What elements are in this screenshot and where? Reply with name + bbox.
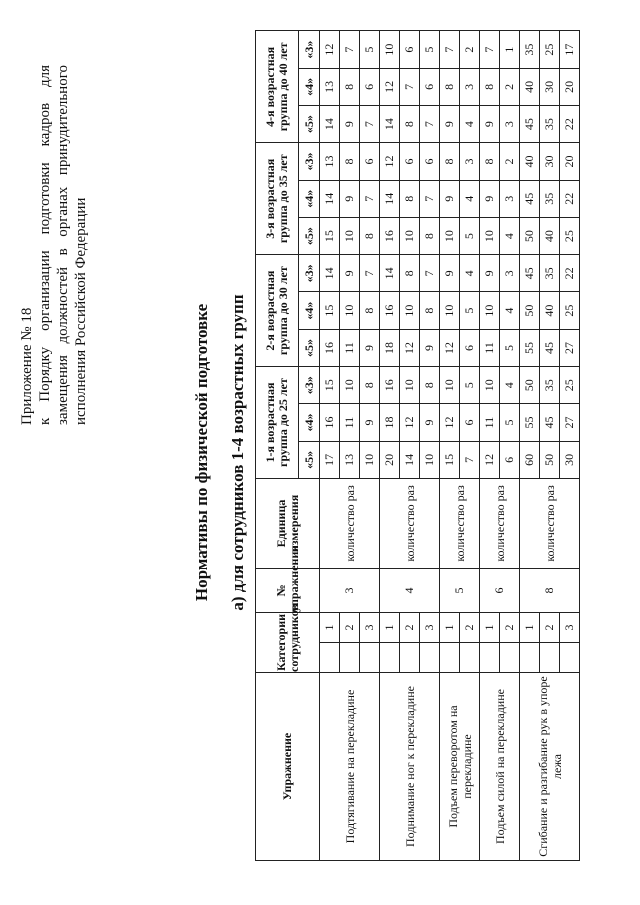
category-cell: 1 bbox=[480, 612, 500, 642]
value-cell: 5 bbox=[460, 217, 480, 254]
value-cell: 11 bbox=[340, 329, 360, 366]
value-cell: 7 bbox=[480, 31, 500, 68]
value-cell: 8 bbox=[420, 217, 440, 254]
exercise-name: Подъем переворотом на перекладине bbox=[440, 673, 480, 861]
value-cell: 10 bbox=[340, 217, 360, 254]
value-cell: 27 bbox=[560, 404, 580, 441]
value-cell: 8 bbox=[400, 106, 420, 143]
value-cell: 4 bbox=[500, 367, 520, 404]
value-cell: 7 bbox=[400, 68, 420, 105]
value-cell: 16 bbox=[320, 404, 340, 441]
table-row bbox=[320, 31, 340, 861]
table-row bbox=[440, 31, 460, 861]
value-cell: 4 bbox=[460, 180, 480, 217]
value-cell: 7 bbox=[440, 31, 460, 68]
value-cell: 50 bbox=[520, 292, 540, 329]
value-cell: 5 bbox=[500, 329, 520, 366]
category-cell: 1 bbox=[440, 612, 460, 642]
value-cell: 7 bbox=[340, 31, 360, 68]
value-cell: 55 bbox=[520, 329, 540, 366]
value-cell: 13 bbox=[340, 441, 360, 478]
unit-cell: количество раз bbox=[440, 478, 480, 568]
value-cell: 8 bbox=[480, 68, 500, 105]
value-cell: 14 bbox=[320, 255, 340, 292]
value-cell: 50 bbox=[520, 367, 540, 404]
appendix-number: Приложение № 18 bbox=[19, 307, 35, 425]
value-cell: 6 bbox=[400, 143, 420, 180]
grade-header: «5» bbox=[299, 441, 320, 478]
exercise-name: Поднимание ног к перекладине bbox=[380, 673, 440, 861]
table-row bbox=[380, 31, 400, 861]
exercise-name: Подъем силой на перекладине bbox=[480, 673, 520, 861]
exercise-number: 3 bbox=[320, 568, 380, 612]
value-cell: 20 bbox=[560, 68, 580, 105]
value-cell: 60 bbox=[520, 441, 540, 478]
grade-header: «4» bbox=[299, 292, 320, 329]
value-cell: 11 bbox=[480, 404, 500, 441]
value-cell: 18 bbox=[380, 329, 400, 366]
value-cell: 8 bbox=[340, 143, 360, 180]
value-cell: 6 bbox=[360, 68, 380, 105]
table-body bbox=[320, 31, 580, 861]
value-cell: 25 bbox=[560, 217, 580, 254]
category-cell: 1 bbox=[520, 612, 540, 642]
value-cell: 10 bbox=[480, 217, 500, 254]
category-spacer bbox=[500, 643, 520, 673]
value-cell: 14 bbox=[380, 180, 400, 217]
value-cell: 15 bbox=[320, 217, 340, 254]
value-cell: 2 bbox=[460, 31, 480, 68]
document-subtitle: а) для сотрудников 1-4 возрастных групп bbox=[228, 294, 247, 611]
value-cell: 55 bbox=[520, 404, 540, 441]
grade-header: «3» bbox=[299, 255, 320, 292]
value-cell: 20 bbox=[380, 441, 400, 478]
value-cell: 9 bbox=[420, 329, 440, 366]
grade-header: «4» bbox=[299, 180, 320, 217]
value-cell: 10 bbox=[480, 292, 500, 329]
value-cell: 11 bbox=[340, 404, 360, 441]
value-cell: 6 bbox=[360, 143, 380, 180]
value-cell: 15 bbox=[320, 367, 340, 404]
value-cell: 8 bbox=[360, 217, 380, 254]
value-cell: 14 bbox=[320, 180, 340, 217]
category-cell: 2 bbox=[540, 612, 560, 642]
exercise-number: 5 bbox=[440, 568, 480, 612]
header-unit: Единица измерения bbox=[256, 478, 320, 568]
exercise-name: Подтягивание на перекладине bbox=[320, 673, 380, 861]
category-spacer bbox=[540, 643, 560, 673]
value-cell: 25 bbox=[560, 292, 580, 329]
value-cell: 17 bbox=[320, 441, 340, 478]
value-cell: 6 bbox=[400, 31, 420, 68]
value-cell: 8 bbox=[440, 143, 460, 180]
header-group-4: 4-я возрастная группа до 40 лет bbox=[256, 31, 299, 143]
category-spacer bbox=[480, 643, 500, 673]
value-cell: 9 bbox=[440, 106, 460, 143]
value-cell: 50 bbox=[520, 217, 540, 254]
value-cell: 25 bbox=[560, 367, 580, 404]
value-cell: 12 bbox=[440, 404, 460, 441]
value-cell: 2 bbox=[500, 68, 520, 105]
value-cell: 16 bbox=[380, 217, 400, 254]
value-cell: 6 bbox=[460, 404, 480, 441]
grade-header: «3» bbox=[299, 143, 320, 180]
value-cell: 40 bbox=[540, 292, 560, 329]
category-cell: 3 bbox=[360, 612, 380, 642]
value-cell: 8 bbox=[360, 367, 380, 404]
value-cell: 30 bbox=[540, 143, 560, 180]
value-cell: 7 bbox=[360, 255, 380, 292]
value-cell: 10 bbox=[340, 367, 360, 404]
value-cell: 3 bbox=[500, 106, 520, 143]
value-cell: 18 bbox=[380, 404, 400, 441]
value-cell: 7 bbox=[360, 106, 380, 143]
value-cell: 20 bbox=[560, 143, 580, 180]
value-cell: 16 bbox=[320, 329, 340, 366]
value-cell: 8 bbox=[360, 292, 380, 329]
exercise-number: 8 bbox=[520, 568, 580, 612]
table-header-row bbox=[256, 31, 299, 861]
value-cell: 12 bbox=[320, 31, 340, 68]
value-cell: 10 bbox=[400, 217, 420, 254]
norms-table bbox=[255, 30, 580, 861]
value-cell: 3 bbox=[460, 143, 480, 180]
category-cell: 2 bbox=[340, 612, 360, 642]
value-cell: 35 bbox=[540, 367, 560, 404]
unit-cell: количество раз bbox=[320, 478, 380, 568]
value-cell: 8 bbox=[440, 68, 460, 105]
value-cell: 12 bbox=[440, 329, 460, 366]
value-cell: 9 bbox=[420, 404, 440, 441]
exercise-number: 4 bbox=[380, 568, 440, 612]
value-cell: 35 bbox=[540, 180, 560, 217]
value-cell: 7 bbox=[420, 255, 440, 292]
exercise-number: 6 bbox=[480, 568, 520, 612]
value-cell: 22 bbox=[560, 255, 580, 292]
grade-header: «5» bbox=[299, 217, 320, 254]
value-cell: 3 bbox=[500, 180, 520, 217]
value-cell: 5 bbox=[460, 292, 480, 329]
category-cell: 2 bbox=[500, 612, 520, 642]
value-cell: 15 bbox=[320, 292, 340, 329]
exercise-name: Сгибание и разгибание рук в упоре лежа bbox=[520, 673, 580, 861]
value-cell: 6 bbox=[460, 329, 480, 366]
category-spacer bbox=[560, 643, 580, 673]
value-cell: 6 bbox=[500, 441, 520, 478]
category-cell: 1 bbox=[380, 612, 400, 642]
value-cell: 30 bbox=[560, 441, 580, 478]
value-cell: 8 bbox=[480, 143, 500, 180]
value-cell: 8 bbox=[400, 180, 420, 217]
value-cell: 9 bbox=[340, 255, 360, 292]
category-spacer bbox=[360, 643, 380, 673]
value-cell: 8 bbox=[400, 255, 420, 292]
category-cell: 2 bbox=[400, 612, 420, 642]
appendix-text: к Порядку организации подготовки кадров для замещения должностей в органах принудительного исполнения Российской Федерации bbox=[37, 65, 89, 425]
value-cell: 3 bbox=[500, 255, 520, 292]
value-cell: 45 bbox=[540, 404, 560, 441]
category-spacer bbox=[460, 643, 480, 673]
value-cell: 8 bbox=[420, 367, 440, 404]
appendix-note bbox=[18, 65, 90, 425]
header-group-3: 3-я возрастная группа до 35 лет bbox=[256, 143, 299, 255]
value-cell: 45 bbox=[520, 180, 540, 217]
value-cell: 5 bbox=[360, 31, 380, 68]
value-cell: 25 bbox=[540, 31, 560, 68]
value-cell: 4 bbox=[460, 106, 480, 143]
value-cell: 10 bbox=[440, 217, 460, 254]
value-cell: 9 bbox=[480, 106, 500, 143]
grade-header: «3» bbox=[299, 367, 320, 404]
category-spacer bbox=[380, 643, 400, 673]
value-cell: 10 bbox=[480, 367, 500, 404]
grade-header: «4» bbox=[299, 68, 320, 105]
value-cell: 3 bbox=[460, 68, 480, 105]
grade-header: «5» bbox=[299, 329, 320, 366]
value-cell: 8 bbox=[340, 68, 360, 105]
value-cell: 17 bbox=[560, 31, 580, 68]
value-cell: 40 bbox=[520, 68, 540, 105]
category-cell: 3 bbox=[420, 612, 440, 642]
category-cell: 2 bbox=[460, 612, 480, 642]
grade-header: «4» bbox=[299, 404, 320, 441]
value-cell: 45 bbox=[520, 106, 540, 143]
grade-header: «3» bbox=[299, 31, 320, 68]
value-cell: 9 bbox=[480, 180, 500, 217]
value-cell: 9 bbox=[340, 180, 360, 217]
header-category: Категории сотрудников bbox=[256, 612, 320, 672]
value-cell: 10 bbox=[420, 441, 440, 478]
value-cell: 4 bbox=[500, 217, 520, 254]
header-number: № упражнения bbox=[256, 568, 320, 612]
category-spacer bbox=[440, 643, 460, 673]
category-spacer bbox=[420, 643, 440, 673]
value-cell: 10 bbox=[440, 292, 460, 329]
value-cell: 4 bbox=[500, 292, 520, 329]
unit-cell: количество раз bbox=[480, 478, 520, 568]
value-cell: 10 bbox=[400, 292, 420, 329]
header-group-1: 1-я возрастная группа до 25 лет bbox=[256, 367, 299, 479]
value-cell: 12 bbox=[380, 143, 400, 180]
value-cell: 16 bbox=[380, 367, 400, 404]
value-cell: 9 bbox=[360, 404, 380, 441]
value-cell: 5 bbox=[420, 31, 440, 68]
value-cell: 8 bbox=[420, 292, 440, 329]
value-cell: 45 bbox=[520, 255, 540, 292]
value-cell: 7 bbox=[460, 441, 480, 478]
value-cell: 9 bbox=[440, 255, 460, 292]
value-cell: 12 bbox=[400, 329, 420, 366]
header-group-2: 2-я возрастная группа до 30 лет bbox=[256, 255, 299, 367]
value-cell: 9 bbox=[440, 180, 460, 217]
value-cell: 14 bbox=[380, 106, 400, 143]
value-cell: 13 bbox=[320, 68, 340, 105]
value-cell: 11 bbox=[480, 329, 500, 366]
value-cell: 50 bbox=[540, 441, 560, 478]
value-cell: 40 bbox=[540, 217, 560, 254]
value-cell: 9 bbox=[480, 255, 500, 292]
value-cell: 16 bbox=[380, 292, 400, 329]
value-cell: 12 bbox=[480, 441, 500, 478]
value-cell: 10 bbox=[360, 441, 380, 478]
category-spacer bbox=[320, 643, 340, 673]
value-cell: 35 bbox=[540, 255, 560, 292]
header-exercise: Упражнение bbox=[256, 673, 320, 861]
table-row bbox=[520, 31, 540, 861]
value-cell: 1 bbox=[500, 31, 520, 68]
value-cell: 15 bbox=[440, 441, 460, 478]
grade-header: «5» bbox=[299, 106, 320, 143]
document-title: Нормативы по физической подготовке bbox=[192, 303, 211, 602]
unit-cell: количество раз bbox=[520, 478, 580, 568]
value-cell: 5 bbox=[460, 367, 480, 404]
category-spacer bbox=[520, 643, 540, 673]
value-cell: 6 bbox=[420, 68, 440, 105]
value-cell: 10 bbox=[400, 367, 420, 404]
value-cell: 10 bbox=[340, 292, 360, 329]
value-cell: 7 bbox=[420, 180, 440, 217]
value-cell: 22 bbox=[560, 106, 580, 143]
value-cell: 14 bbox=[320, 106, 340, 143]
value-cell: 9 bbox=[360, 329, 380, 366]
value-cell: 14 bbox=[380, 255, 400, 292]
value-cell: 30 bbox=[540, 68, 560, 105]
table-row bbox=[480, 31, 500, 861]
unit-cell: количество раз bbox=[380, 478, 440, 568]
value-cell: 45 bbox=[540, 329, 560, 366]
category-cell: 1 bbox=[320, 612, 340, 642]
value-cell: 14 bbox=[400, 441, 420, 478]
value-cell: 35 bbox=[540, 106, 560, 143]
value-cell: 2 bbox=[500, 143, 520, 180]
value-cell: 35 bbox=[520, 31, 540, 68]
category-cell: 3 bbox=[560, 612, 580, 642]
value-cell: 22 bbox=[560, 180, 580, 217]
value-cell: 7 bbox=[360, 180, 380, 217]
value-cell: 9 bbox=[340, 106, 360, 143]
value-cell: 12 bbox=[380, 68, 400, 105]
value-cell: 5 bbox=[500, 404, 520, 441]
category-spacer bbox=[400, 643, 420, 673]
value-cell: 40 bbox=[520, 143, 540, 180]
value-cell: 7 bbox=[420, 106, 440, 143]
value-cell: 6 bbox=[420, 143, 440, 180]
category-spacer bbox=[340, 643, 360, 673]
value-cell: 12 bbox=[400, 404, 420, 441]
value-cell: 27 bbox=[560, 329, 580, 366]
value-cell: 10 bbox=[380, 31, 400, 68]
value-cell: 13 bbox=[320, 143, 340, 180]
value-cell: 10 bbox=[440, 367, 460, 404]
value-cell: 4 bbox=[460, 255, 480, 292]
